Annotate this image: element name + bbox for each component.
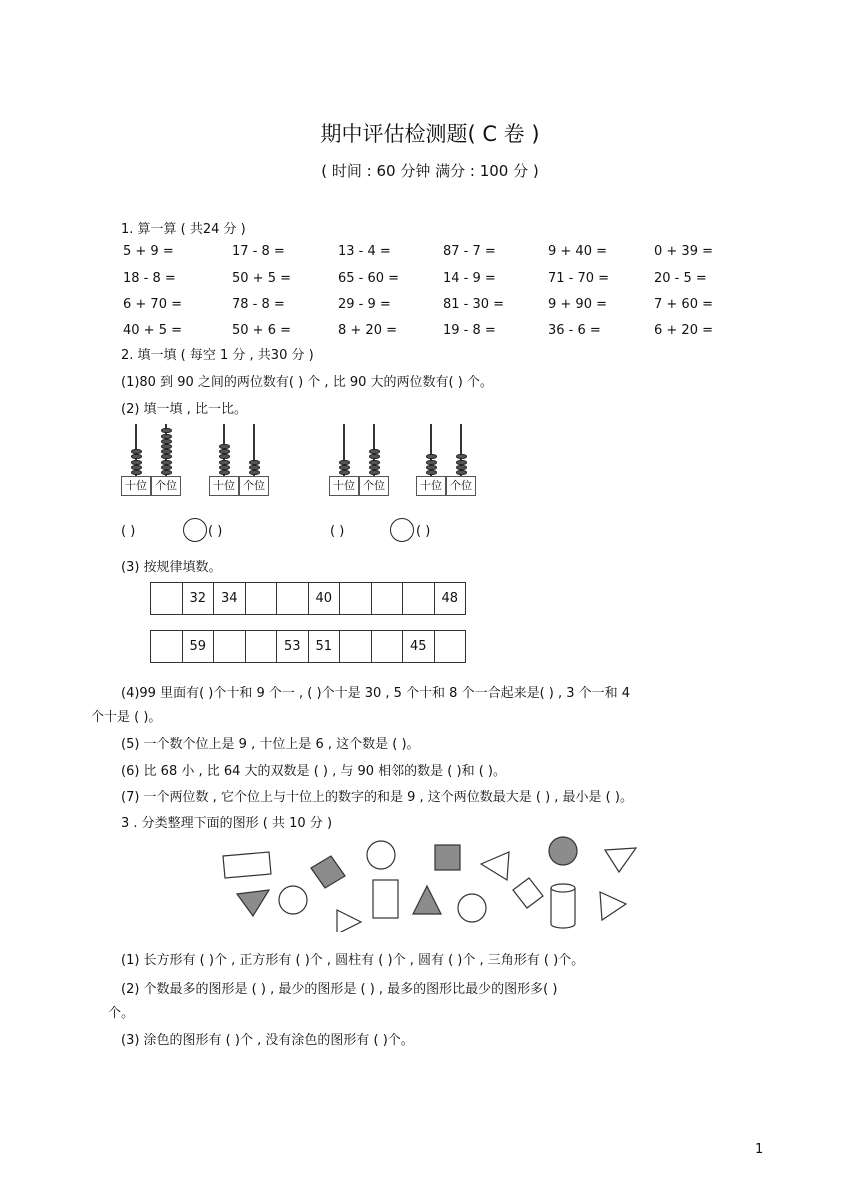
sequence-blank-cell[interactable] (371, 631, 403, 663)
abacus-bead (369, 460, 380, 465)
tens-place-label: 十位 (329, 476, 359, 496)
triangle-shape (337, 910, 361, 932)
sequence-cell: 59 (182, 631, 214, 663)
calc-item: 50 + 6 = (232, 323, 291, 338)
calc-item: 7 + 60 = (654, 297, 713, 312)
abacus-bead (161, 454, 172, 459)
abacus-bead (426, 460, 437, 465)
calc-item: 40 + 5 = (123, 323, 182, 338)
abacus-bead (456, 470, 467, 475)
abacus-bead (161, 439, 172, 444)
abacus-bead (161, 449, 172, 454)
sequence-blank-cell[interactable] (151, 631, 183, 663)
tens-place-label: 十位 (121, 476, 151, 496)
sequence-cell: 51 (308, 631, 340, 663)
rectangle-shape (373, 880, 398, 918)
calc-item: 81 - 30 = (443, 297, 505, 312)
compare-2-right: ( ) (416, 524, 431, 539)
abacus-bead (219, 449, 230, 454)
calc-item: 17 - 8 = (232, 244, 285, 259)
calc-item: 9 + 90 = (548, 297, 607, 312)
question-2-7: (7) 一个两位数 , 它个位上与十位上的数字的和是 9 , 这个两位数最大是 ( ) , 最小是 ( )。 (121, 790, 633, 805)
circle-shape (367, 841, 395, 869)
sequence-cell: 32 (182, 583, 214, 615)
calc-item: 36 - 6 = (548, 323, 601, 338)
triangle-shape (600, 892, 626, 920)
calc-item: 5 + 9 = (123, 244, 174, 259)
sequence-cell: 40 (308, 583, 340, 615)
page-number: 1 (755, 1142, 764, 1157)
section-3-heading: 3 . 分类整理下面的图形 ( 共 10 分 ) (121, 816, 333, 831)
abacus-bead (131, 449, 142, 454)
compare-circle-1[interactable] (183, 518, 207, 542)
abacus-bead (369, 470, 380, 475)
shaded-triangle-shape (413, 886, 441, 914)
calc-item: 29 - 9 = (338, 297, 391, 312)
sequence-blank-cell[interactable] (340, 631, 372, 663)
question-2-6: (6) 比 68 小 , 比 64 大的双数是 ( ) , 与 90 相邻的数是 ( )和 ( )。 (121, 764, 506, 779)
abacus-bead (339, 470, 350, 475)
sequence-cell: 34 (214, 583, 246, 615)
calc-item: 6 + 20 = (654, 323, 713, 338)
sequence-table-1 (150, 582, 466, 615)
sequence-table-2 (150, 630, 466, 663)
ones-place-label: 个位 (446, 476, 476, 496)
question-2-1: (1)80 到 90 之间的两位数有( ) 个 , 比 90 大的两位数有( ) 个。 (121, 375, 493, 390)
abacus-bead (161, 460, 172, 465)
abacus-bead (249, 460, 260, 465)
sequence-blank-cell[interactable] (434, 631, 466, 663)
page-subtitle: ( 时间 : 60 分钟 满分 : 100 分 ) (321, 162, 539, 180)
abacus-bead (456, 465, 467, 470)
shaded-square-shape (311, 856, 345, 888)
abacus-bead (219, 444, 230, 449)
shaded-triangle-shape (237, 890, 269, 916)
calc-item: 9 + 40 = (548, 244, 607, 259)
page-title: 期中评估检测题( C 卷 ) (320, 122, 540, 146)
abacus-bead (161, 428, 172, 433)
sequence-blank-cell[interactable] (245, 583, 277, 615)
calc-item: 65 - 60 = (338, 271, 400, 286)
sequence-blank-cell[interactable] (340, 583, 372, 615)
abacus-bead (339, 460, 350, 465)
calc-item: 78 - 8 = (232, 297, 285, 312)
tens-place-label: 十位 (209, 476, 239, 496)
triangle-shape (481, 852, 509, 880)
calc-item: 14 - 9 = (443, 271, 496, 286)
ones-place-label: 个位 (359, 476, 389, 496)
question-2-4a: (4)99 里面有( )个十和 9 个一 , ( )个十是 30 , 5 个十和 8 个一合起来是( ) , 3 个一和 4 (121, 686, 631, 701)
shaded-square-shape (435, 845, 460, 870)
question-3-3: (3) 涂色的图形有 ( )个 , 没有涂色的图形有 ( )个。 (121, 1033, 414, 1048)
abacus-bead (161, 465, 172, 470)
sequence-blank-cell[interactable] (151, 583, 183, 615)
abacus-bead (369, 454, 380, 459)
shaded-circle-shape (549, 837, 577, 865)
sequence-blank-cell[interactable] (245, 631, 277, 663)
calc-item: 6 + 70 = (123, 297, 182, 312)
sequence-blank-cell[interactable] (214, 631, 246, 663)
sequence-blank-cell[interactable] (371, 583, 403, 615)
calc-item: 8 + 20 = (338, 323, 397, 338)
compare-1-right: ( ) (208, 524, 223, 539)
shapes-figure (215, 832, 645, 932)
abacus-bead (369, 449, 380, 454)
compare-2-left: ( ) (330, 524, 345, 539)
calc-item: 19 - 8 = (443, 323, 496, 338)
question-3-2b: 个。 (108, 1006, 135, 1021)
calc-item: 71 - 70 = (548, 271, 610, 286)
section-2-heading: 2. 填一填 ( 每空 1 分 , 共30 分 ) (121, 348, 314, 363)
circle-shape (458, 894, 486, 922)
sequence-cell: 45 (403, 631, 435, 663)
calc-item: 87 - 7 = (443, 244, 496, 259)
compare-circle-2[interactable] (390, 518, 414, 542)
triangle-shape (605, 848, 636, 872)
section-1-heading: 1. 算一算 ( 共24 分 ) (121, 222, 246, 237)
circle-shape (279, 886, 307, 914)
abacus-bead (131, 454, 142, 459)
ones-place-label: 个位 (151, 476, 181, 496)
abacus-bead (456, 454, 467, 459)
abacus-bead (456, 460, 467, 465)
question-2-5: (5) 一个数个位上是 9 , 十位上是 6 , 这个数是 ( )。 (121, 737, 420, 752)
question-2-3: (3) 按规律填数。 (121, 560, 222, 575)
ones-place-label: 个位 (239, 476, 269, 496)
question-2-4b: 个十是 ( )。 (91, 710, 162, 725)
sequence-cell: 48 (434, 583, 466, 615)
rectangle-shape (223, 852, 271, 878)
abacus-bead (219, 465, 230, 470)
sequence-blank-cell[interactable] (403, 583, 435, 615)
abacus-bead (131, 460, 142, 465)
question-3-1: (1) 长方形有 ( )个 , 正方形有 ( )个 , 圆柱有 ( )个 , 圆有 ( )个 , 三角形有 ( )个。 (121, 953, 585, 968)
abacus-bead (249, 465, 260, 470)
abacus-bead (426, 454, 437, 459)
abacus-bead (161, 470, 172, 475)
sequence-cell: 53 (277, 631, 309, 663)
calc-item: 0 + 39 = (654, 244, 713, 259)
compare-1-left: ( ) (121, 524, 136, 539)
abacus-bead (339, 465, 350, 470)
abacus-bead (249, 470, 260, 475)
abacus-bead (131, 465, 142, 470)
abacus-bead (219, 454, 230, 459)
question-2-2: (2) 填一填 , 比一比。 (121, 402, 247, 417)
tens-place-label: 十位 (416, 476, 446, 496)
calc-item: 50 + 5 = (232, 271, 291, 286)
abacus-bead (426, 465, 437, 470)
abacus-bead (219, 460, 230, 465)
abacus-bead (369, 465, 380, 470)
question-3-2a: (2) 个数最多的图形是 ( ) , 最少的图形是 ( ) , 最多的图形比最少的图形多( ) (121, 982, 558, 997)
abacus-bead (131, 470, 142, 475)
cylinder-shape (551, 884, 575, 928)
abacus-bead (161, 444, 172, 449)
square-shape (513, 878, 543, 908)
calc-item: 18 - 8 = (123, 271, 176, 286)
calc-item: 20 - 5 = (654, 271, 707, 286)
calc-item: 13 - 4 = (338, 244, 391, 259)
sequence-blank-cell[interactable] (277, 583, 309, 615)
abacus-bead (219, 470, 230, 475)
abacus-bead (161, 434, 172, 439)
abacus-bead (426, 470, 437, 475)
